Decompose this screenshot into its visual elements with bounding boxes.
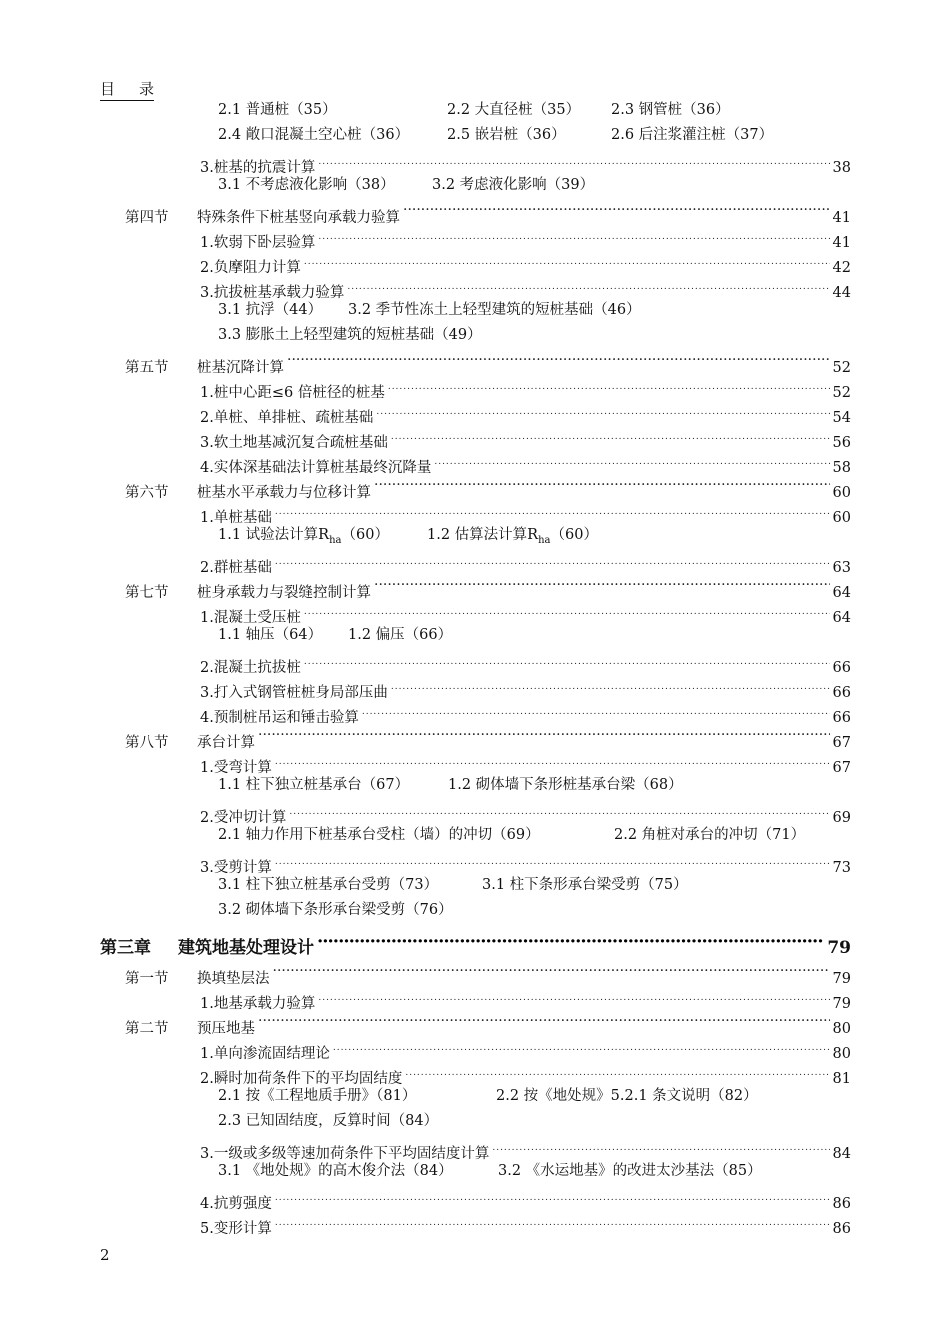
toc-subitem: 1.2 砌体墙下条形桩基承台梁（68） [448,777,683,793]
dot-leader [347,273,829,297]
toc-section [0,198,950,226]
toc-item [0,423,950,451]
entry-page-number: 60 [832,485,851,501]
toc-section [0,959,950,987]
dot-leader [492,1134,829,1158]
entry-page-number: 86 [832,1221,851,1237]
toc-subitems-row [0,123,950,147]
section-label: 第一节 [125,971,169,987]
entry-page-number: 64 [832,610,851,626]
dot-leader [333,1034,830,1058]
toc-subitem: 1.1 柱下独立桩基承台（67） [218,777,410,793]
toc-subitems-row [0,323,950,347]
entry-title: 桩基沉降计算 [197,360,284,376]
toc-subitem: 1.1 试验法计算$R_{ha}(60)$ [218,527,389,546]
entry-title: 1.单桩基础 [200,510,272,526]
toc-subitems-row [0,98,950,122]
entry-title: 桩基水平承载力与位移计算 [197,485,371,501]
entry-title: 3.软土地基减沉复合疏桩基础 [200,435,388,451]
toc-subitem: 1.1 轴压（64） [218,627,323,643]
entry-title: 5.变形计算 [200,1221,272,1237]
dot-leader [275,848,830,872]
toc-section [0,1009,950,1037]
toc-item [0,223,950,251]
toc-item [0,248,950,276]
toc-item [0,648,950,676]
entry-page-number: 38 [832,160,851,176]
entry-page-number: 66 [832,660,851,676]
dot-leader [304,248,830,272]
toc-subitem: 3.1 抗浮（44） [218,302,323,318]
toc-chapter [0,929,950,957]
dot-leader [273,959,830,983]
toc-subitems-row [0,1159,950,1183]
toc-subitem: 3.2 考虑液化影响（39） [432,177,595,193]
toc-subitem: 2.1 轴力作用下桩基承台受柱（墙）的冲切（69） [218,827,540,843]
dot-leader [376,398,829,422]
entry-title: 2.群桩基础 [200,560,272,576]
toc-subitem: 2.5 嵌岩桩（36） [447,127,566,143]
entry-page-number: 42 [832,260,851,276]
entry-page-number: 80 [832,1046,851,1062]
entry-page-number: 41 [832,235,851,251]
toc-subitems-row [0,623,950,647]
entry-title: 桩身承载力与裂缝控制计算 [197,585,371,601]
entry-page-number: 52 [832,360,851,376]
section-label: 第六节 [125,485,169,501]
dot-leader [304,648,830,672]
toc-item [0,798,950,826]
toc-subitem: 3.2 季节性冻土上轻型建筑的短桩基础（46） [348,302,641,318]
entry-page-number: 52 [832,385,851,401]
toc-subitems-row [0,773,950,797]
entry-title: 建筑地基处理设计 [178,938,314,958]
entry-title: 2.单桩、单排桩、疏桩基础 [200,410,374,426]
dot-leader [388,373,830,397]
entry-page-number: 73 [832,860,851,876]
entry-page-number: 67 [832,735,851,751]
entry-title: 2.瞬时加荷条件下的平均固结度 [200,1071,403,1087]
entry-page-number: 80 [832,1021,851,1037]
toc-subitem: 2.4 敞口混凝土空心桩（36） [218,127,410,143]
entry-page-number: 54 [832,410,851,426]
toc-entry [100,929,851,962]
entry-title: 3.打入式钢管桩桩身局部压曲 [200,685,388,701]
entry-page-number: 66 [832,685,851,701]
entry-title: 承台计算 [197,735,255,751]
dot-leader [318,223,829,247]
toc-item [0,984,950,1012]
entry-title: 1.混凝土受压桩 [200,610,301,626]
entry-page-number: 79 [832,996,851,1012]
section-label: 第五节 [125,360,169,376]
dot-leader [374,573,830,597]
entry-page-number: 58 [832,460,851,476]
toc-subitem: 2.1 普通桩（35） [218,102,337,118]
entry-page-number: 64 [832,585,851,601]
dot-leader [374,473,830,497]
header-char-1: 目 [100,80,116,98]
entry-page-number: 66 [832,710,851,726]
toc-subitems-row [0,1084,950,1108]
toc-section [0,348,950,376]
entry-title: 4.预制桩吊运和锤击验算 [200,710,359,726]
toc-item [0,548,950,576]
toc-subitems-row [0,298,950,322]
entry-title: 换填垫层法 [197,971,270,987]
toc-subitem: 1.2 估算法计算$R_{ha}(60)$ [427,527,598,546]
toc-entry [200,1209,851,1241]
dot-leader [317,929,824,953]
entry-title: 1.单向渗流固结理论 [200,1046,330,1062]
entry-page-number: 86 [832,1196,851,1212]
toc-item [0,748,950,776]
toc-subitem: 3.2 砌体墙下条形承台梁受剪（76） [218,902,453,918]
toc-subitem: 3.1 不考虑液化影响（38） [218,177,395,193]
toc-subitem: 3.1 柱下独立桩基承台受剪（73） [218,877,439,893]
entry-title: 3.受剪计算 [200,860,272,876]
toc-item [0,448,950,476]
toc-subitems-row [0,898,950,922]
toc-item [0,1059,950,1087]
toc-subitems-row [0,873,950,897]
entry-page-number: 79 [832,971,851,987]
entry-page-number: 41 [832,210,851,226]
toc-subitems-row [0,173,950,197]
toc-item [0,373,950,401]
toc-item [0,398,950,426]
dot-leader [275,1209,830,1233]
entry-page-number: 81 [832,1071,851,1087]
entry-page-number: 67 [832,760,851,776]
dot-leader [304,598,830,622]
toc-subitem: 3.1 柱下条形承台梁受剪（75） [482,877,688,893]
toc-item [0,498,950,526]
toc-subitem: 3.1 《地处规》的高木俊介法（84） [218,1163,453,1179]
toc-section [0,473,950,501]
toc-item [0,598,950,626]
entry-page-number: 63 [832,560,851,576]
entry-title: 3.一级或多级等速加荷条件下平均固结度计算 [200,1146,490,1162]
toc-subitem: 3.2 《水运地基》的改进太沙基法（85） [498,1163,762,1179]
dot-leader [275,748,830,772]
toc-subitem: 2.3 已知固结度，反算时间（84） [218,1113,439,1129]
dot-leader [405,1059,829,1083]
toc-subitems-row [0,523,950,547]
entry-title: 1.受弯计算 [200,760,272,776]
entry-title: 2.受冲切计算 [200,810,287,826]
toc-subitem: 2.1 按《工程地质手册》（81） [218,1088,417,1104]
entry-title: 1.地基承载力验算 [200,996,316,1012]
toc-subitem: 2.6 后注浆灌注桩（37） [611,127,774,143]
toc-subitem: 2.2 角桩对承台的冲切（71） [614,827,806,843]
toc-subitem: 1.2 偏压（66） [348,627,453,643]
toc-item [0,848,950,876]
toc-subitem: 2.2 按《地处规》5.2.1 条文说明（82） [496,1088,758,1104]
toc-section [0,573,950,601]
dot-leader [362,698,830,722]
toc-item [0,1184,950,1212]
entry-page-number: 56 [832,435,851,451]
toc-subitem: 3.3 膨胀土上轻型建筑的短桩基础（49） [218,327,482,343]
dot-leader [287,348,830,372]
dot-leader [275,498,830,522]
toc-subitems-row [0,823,950,847]
toc-subitem: 2.2 大直径桩（35） [447,102,581,118]
entry-page-number: 60 [832,510,851,526]
toc-item [0,273,950,301]
page-number: 2 [100,1246,110,1264]
toc-item [0,673,950,701]
toc-subitem: 2.3 钢管桩（36） [611,102,730,118]
dot-leader [318,984,829,1008]
toc-section [0,723,950,751]
entry-title: 4.抗剪强度 [200,1196,272,1212]
toc-item [0,1209,950,1237]
entry-title: 预压地基 [197,1021,255,1037]
entry-title: 1.软弱下卧层验算 [200,235,316,251]
dot-leader [318,148,829,172]
toc-item [0,1134,950,1162]
entry-title: 特殊条件下桩基竖向承载力验算 [197,210,400,226]
dot-leader [434,448,829,472]
section-label: 第七节 [125,585,169,601]
entry-title: 2.负摩阻力计算 [200,260,301,276]
section-label: 第四节 [125,210,169,226]
entry-page-number: 79 [827,938,851,958]
entry-page-number: 84 [832,1146,851,1162]
section-label: 第二节 [125,1021,169,1037]
toc-item [0,1034,950,1062]
dot-leader [391,423,830,447]
dot-leader [289,798,829,822]
entry-page-number: 69 [832,810,851,826]
chapter-label: 第三章 [100,938,151,958]
dot-leader [258,1009,830,1033]
dot-leader [403,198,830,222]
entry-page-number: 44 [832,285,851,301]
dot-leader [275,1184,830,1208]
entry-title: 1.桩中心距≤6 倍桩径的桩基 [200,385,385,401]
toc-item [0,698,950,726]
entry-title: 2.混凝土抗拔桩 [200,660,301,676]
dot-leader [258,723,830,747]
entry-title: 4.实体深基础法计算桩基最终沉降量 [200,460,432,476]
dot-leader [275,548,830,572]
entry-title: 3.抗拔桩基承载力验算 [200,285,345,301]
toc-item [0,148,950,176]
entry-title: 3.桩基的抗震计算 [200,160,316,176]
toc-subitems-row [0,1109,950,1133]
section-label: 第八节 [125,735,169,751]
header-char-2: 录 [139,80,155,98]
dot-leader [391,673,830,697]
